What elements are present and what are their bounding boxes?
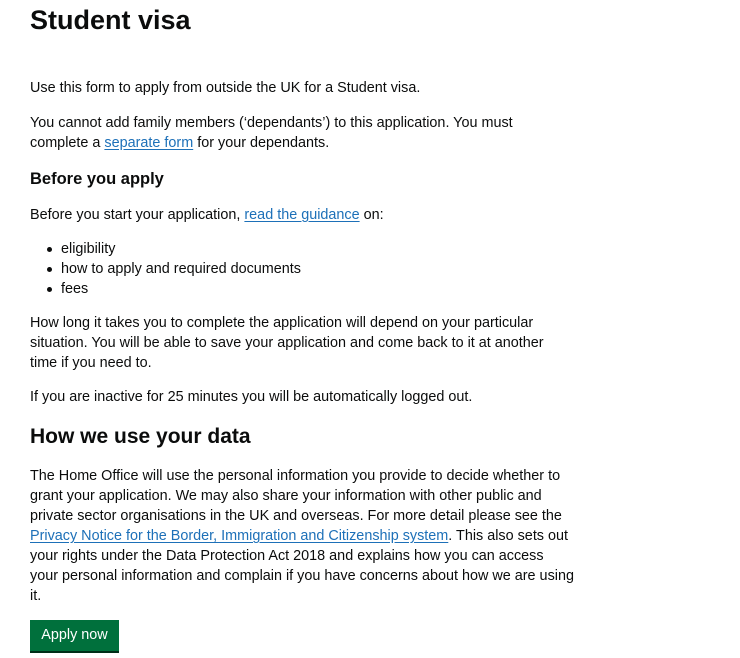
guidance-text-start: Before you start your application, [30, 207, 245, 223]
apply-now-button[interactable]: Apply now [30, 620, 119, 651]
inactive-text: If you are inactive for 25 minutes you will be automatically logged out. [30, 389, 473, 405]
data-use-text [30, 466, 575, 606]
dependants-text-start: You cannot add family members (‘dependants’) to this application. You must complete a [30, 115, 513, 151]
guidance-topics-list [30, 239, 301, 299]
list-item: fees [30, 279, 301, 299]
intro-text: Use this form to apply from outside the UK for a Student visa. [30, 80, 421, 96]
how-we-use-data-heading: How we use your data [30, 425, 251, 448]
guidance-text [30, 205, 575, 225]
before-you-apply-heading: Before you apply [30, 170, 164, 188]
duration-text: How long it takes you to complete the application will depend on your particular situation. You will be able to save your application and come back to it at another time if you need to. [30, 315, 544, 371]
list-item: how to apply and required documents [30, 259, 301, 279]
read-guidance-link[interactable]: read the guidance [244, 207, 360, 223]
dependants-text [30, 113, 530, 153]
separate-form-link[interactable]: separate form [104, 135, 194, 151]
guidance-text-end: on: [359, 207, 384, 223]
data-use-text-start: The Home Office will use the personal information you provide to decide whether to grant your application. We may also share your information with other public and private sector organisations in the UK and overseas. For more detail please see the [30, 468, 562, 524]
dependants-text-end: for your dependants. [193, 135, 330, 151]
privacy-notice-link[interactable]: Privacy Notice for the Border, Immigration and Citizenship system [30, 528, 449, 544]
page-title: Student visa [30, 5, 191, 35]
list-item: eligibility [30, 239, 301, 259]
data-use-text-end: . This also sets out your rights under the Data Protection Act 2018 and explains how you can access your personal information and complain if you have concerns about how we are using it. [30, 528, 574, 604]
